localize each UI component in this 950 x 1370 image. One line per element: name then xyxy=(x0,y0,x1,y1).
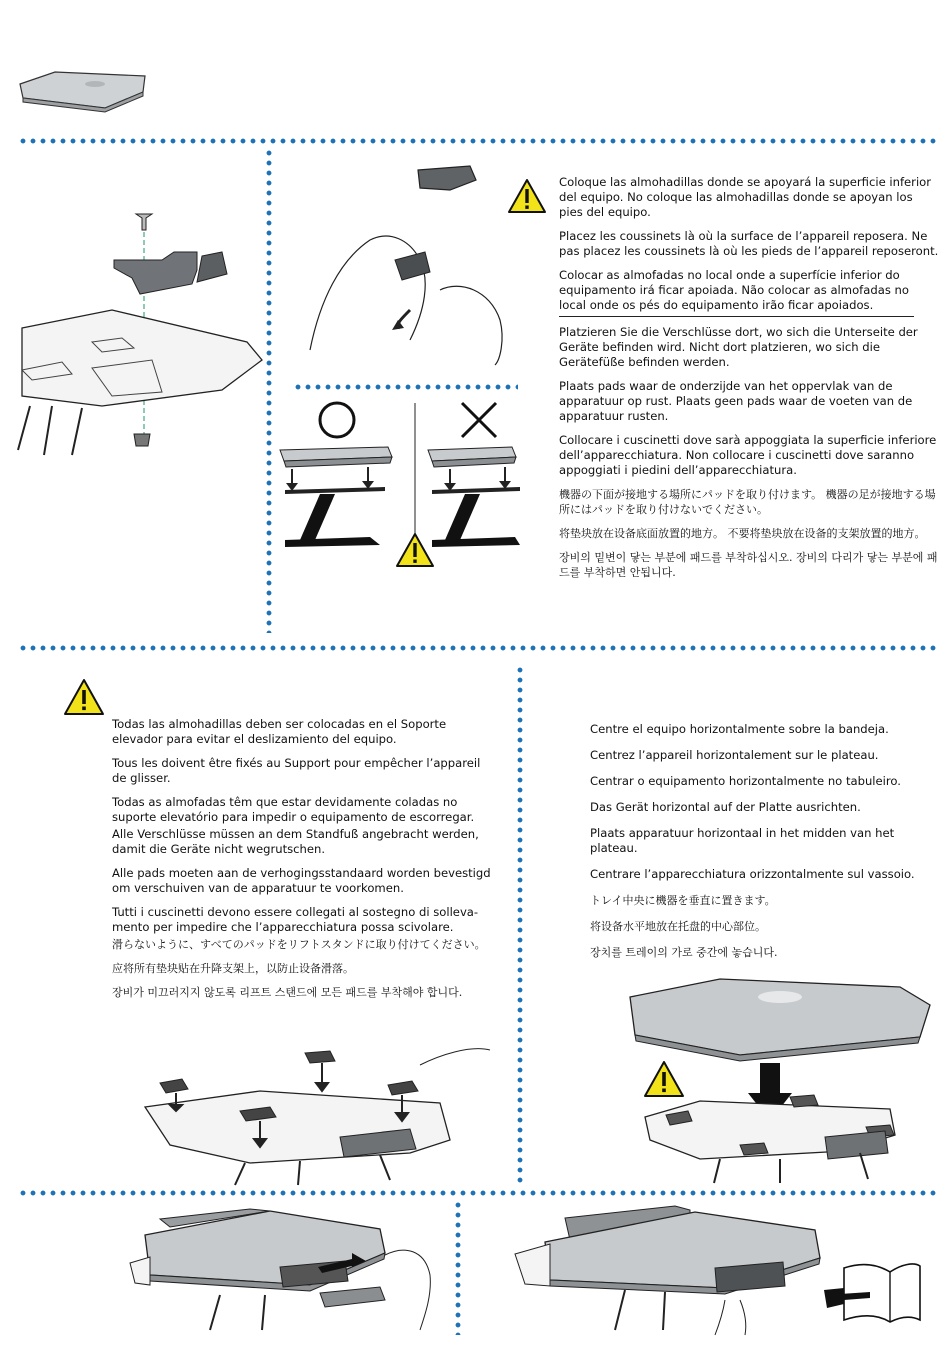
instruction-it: Tutti i cuscinetti devono essere collegati al sostegno di solleva-mento per impedire che l’apparecchiatura possa scivolare. xyxy=(112,905,479,934)
slide-bracket-illustration xyxy=(130,1205,450,1335)
pad-attach-instructions xyxy=(112,717,497,1009)
column-divider-2 xyxy=(517,665,523,1185)
instruction-it: Collocare i cuscinetti dove sarà appoggiata la superficie inferiore dell’apparecchiatura. Non collocare i cuscinetti dove saranno appoggiati i piedini dell’apparecchiatura. xyxy=(559,433,937,477)
instruction-de: Alle Verschlüsse müssen an dem Standfuß angebracht werden, damit die Geräte nicht wegrutschen. xyxy=(112,827,479,856)
pads-on-tray-illustration xyxy=(140,1045,500,1185)
sub-divider xyxy=(293,384,518,390)
center-device-instructions xyxy=(590,722,940,969)
device-top-illustration xyxy=(15,62,150,117)
instruction-fr: Centrez l’appareil horizontalement sur le plateau. xyxy=(590,748,879,762)
instruction-pt: Centrar o equipamento horizontalmente no tabuleiro. xyxy=(590,774,901,788)
pad-placement-instructions xyxy=(559,175,939,589)
device-onto-tray-illustration xyxy=(630,975,940,1185)
instruction-pt: Todas as almofadas têm que estar devidamente coladas no suporte elevatório para impedir o equipamento de escorregar. xyxy=(112,795,475,824)
section-divider-2 xyxy=(18,645,938,651)
instruction-zh: 应将所有垫块贴在升降支架上，以防止设备滑落。 xyxy=(112,962,354,975)
warning-triangle-icon xyxy=(63,678,105,716)
section-divider-1 xyxy=(18,138,938,144)
instruction-es: Todas las almohadillas deben ser colocadas en el Soporte elevador para evitar el deslizamiento del equipo. xyxy=(112,717,447,746)
instruction-fr: Placez les coussinets là où la surface de l’appareil reposera. Ne pas placez les coussinets là où les pieds de l’appareil reposeront. xyxy=(559,229,939,258)
instruction-pt: Colocar as almofadas no local onde a superfície inferior do equipamento irá ficar apoiada. Não colocar as almofadas no local onde os pés do equipamento irão ficar apoiados. xyxy=(559,268,909,312)
warning-underline xyxy=(559,316,914,317)
open-manual-icon xyxy=(822,1260,922,1325)
instruction-ja: トレイ中央に機器を垂直に置きます。 xyxy=(590,894,776,907)
instruction-fr: Tous les doivent être fixés au Support pour empêcher l’appareil de glisser. xyxy=(112,756,481,785)
warning-triangle-icon xyxy=(395,532,435,568)
circle-ok-icon xyxy=(320,403,354,437)
instruction-it: Centrare l’apparecchiatura orizzontalmente sul vassoio. xyxy=(590,867,915,881)
instruction-de: Platzieren Sie die Verschlüsse dort, wo sich die Unterseite der Geräte befinden wird. Nicht dort platzieren, wo sich die Gerätefüße befinden werden. xyxy=(559,325,918,369)
instruction-de: Das Gerät horizontal auf der Platte ausrichten. xyxy=(590,800,861,814)
column-divider-3 xyxy=(455,1200,461,1335)
instruction-ko: 장비가 미끄러지지 않도록 리프트 스탠드에 모든 패드를 부착해야 합니다. xyxy=(112,986,463,999)
instruction-ja: 機器の下面が接地する場所にパッドを取り付けます。 機器の足が接地する場所にはパッドを取り付けないでください。 xyxy=(559,488,936,516)
instruction-ko: 장비의 밑변이 닿는 부분에 패드를 부착하십시오. 장비의 다리가 닿는 부분에 패드를 부착하면 안됩니다. xyxy=(559,551,938,579)
section-divider-3 xyxy=(18,1190,938,1196)
cross-wrong-icon xyxy=(462,403,496,437)
warning-triangle-icon xyxy=(507,178,547,214)
pad-peel-illustration xyxy=(300,160,520,370)
instruction-ko: 장치를 트레이의 가로 중간에 놓습니다. xyxy=(590,946,778,959)
instruction-nl: Plaats pads waar de onderzijde van het oppervlak van de apparatuur op rust. Plaats geen pads waar de voeten van de apparatuur rusten. xyxy=(559,379,913,423)
instruction-zh: 将垫块放在设备底面放置的地方。 不要将垫块放在设备的支架放置的地方。 xyxy=(559,527,926,540)
device-secured-illustration xyxy=(515,1200,830,1335)
instruction-nl: Alle pads moeten aan de verhogingsstandaard worden bevestigd om verschuiven van de apparatuur te voorkomen. xyxy=(112,866,491,895)
instruction-es: Centre el equipo horizontalmente sobre la bandeja. xyxy=(590,722,889,736)
instruction-ja: 滑らないように、すべてのパッドをリフトスタンドに取り付けてください。 xyxy=(112,938,486,951)
instruction-es: Coloque las almohadillas donde se apoyará la superficie inferior del equipo. No coloque las almohadillas donde se apoyan los pies del equipo. xyxy=(559,175,932,219)
bracket-assembly-illustration xyxy=(22,210,267,460)
instruction-zh: 将设备水平地放在托盘的中心部位。 xyxy=(590,920,766,933)
instruction-nl: Plaats apparatuur horizontaal in het midden van het plateau. xyxy=(590,826,895,855)
